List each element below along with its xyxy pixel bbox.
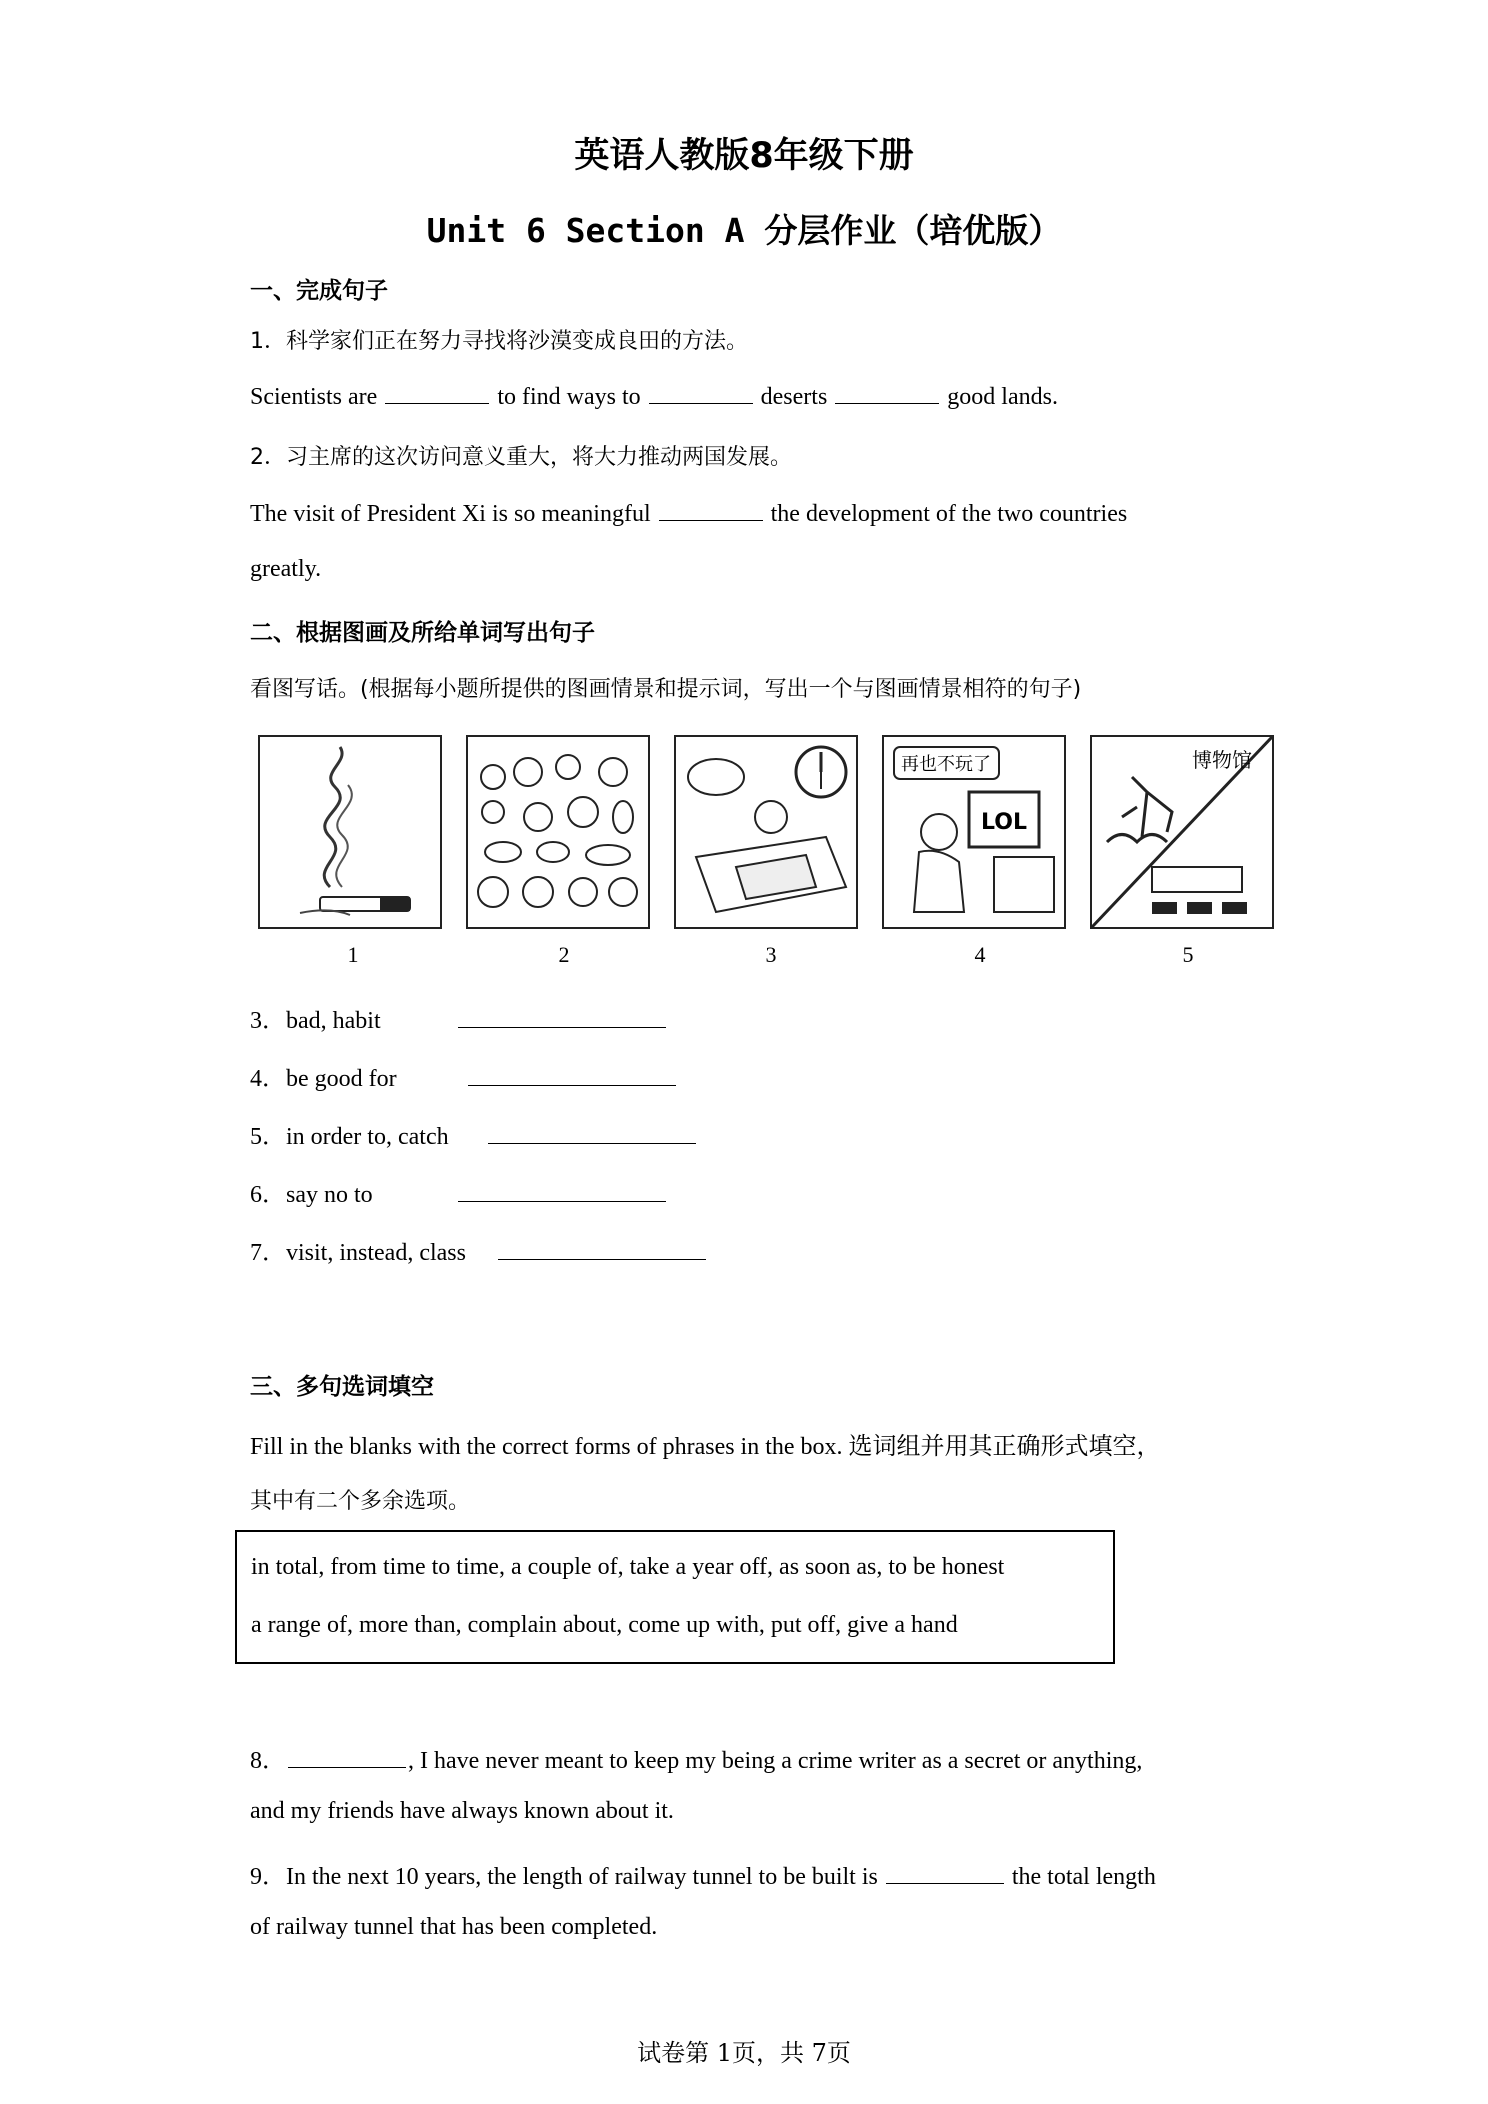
word-box (235, 1530, 1115, 1664)
q2-text-part: The visit of President Xi is so meaningful (250, 501, 651, 527)
q6-hint: 6．say no to (250, 1182, 373, 1208)
q4-row (250, 1058, 684, 1093)
word-box-line2: a range of, more than, complain about, come up with, put off, give a hand (251, 1612, 958, 1638)
q6-answer-blank[interactable] (458, 1179, 666, 1202)
q5-hint: 5．in order to, catch (250, 1124, 449, 1150)
picture-4-caption: 再也不玩了 (901, 754, 991, 775)
q6-row (250, 1174, 674, 1209)
q8-line-cont: and my friends have always known about it. (250, 1798, 674, 1824)
picture-5-caption: 博物馆 (1192, 748, 1252, 772)
q2-text-part: the development of the two countries (770, 501, 1128, 527)
q1-blank-2[interactable] (649, 381, 753, 404)
picture-3-number: 3 (765, 942, 777, 967)
q1-text-part: Scientists are (250, 384, 378, 410)
q3-answer-blank[interactable] (458, 1005, 666, 1028)
q3-row (250, 1000, 674, 1035)
q8-text: , I have never meant to keep my being a crime writer as a secret or anything, (408, 1748, 1143, 1774)
section3-heading: 三、多句选词填空 (250, 1374, 434, 1400)
page-subtitle: Unit 6 Section A 分层作业（培优版） (426, 211, 1062, 250)
q2-blank[interactable] (659, 498, 763, 521)
q9-blank[interactable] (886, 1861, 1004, 1884)
picture-5-number: 5 (1182, 942, 1194, 967)
picture-4 (882, 735, 1066, 929)
picture-2 (466, 735, 650, 929)
q8-number: 8． (250, 1748, 286, 1774)
section3-instruction-line2: 其中有二个多余选项。 (250, 1489, 471, 1514)
picture-3 (674, 735, 858, 929)
page-footer: 试卷第 1页，共 7页 (637, 2039, 851, 2067)
q2-english (250, 498, 1127, 528)
q9-line-cont: of railway tunnel that has been completed. (250, 1914, 658, 1940)
q1-text-part: to find ways to (497, 384, 641, 410)
q5-answer-blank[interactable] (488, 1121, 696, 1144)
q3-hint: 3．bad, habit (250, 1008, 381, 1034)
fruits-vegetables-icon (468, 737, 648, 927)
q4-hint: 4．be good for (250, 1066, 397, 1092)
q8-line (250, 1740, 1142, 1775)
q1-blank-3[interactable] (835, 381, 939, 404)
q2-chinese: 2．习主席的这次访问意义重大，将大力推动两国发展。 (250, 445, 792, 470)
boy-computer-icon (884, 737, 1064, 927)
section2-instruction: 看图写话。(根据每小题所提供的图画情景和提示词，写出一个与图画情景相符的句子) (250, 677, 1082, 702)
picture-1 (258, 735, 442, 929)
q2-english-cont: greatly. (250, 556, 322, 582)
picture-2-number: 2 (558, 942, 570, 967)
q7-answer-blank[interactable] (498, 1237, 706, 1260)
q9-text-2: the total length (1011, 1864, 1156, 1890)
q1-text-part: deserts (760, 384, 828, 410)
q9-line (250, 1856, 1156, 1891)
picture-4-number: 4 (974, 942, 986, 967)
picture-4-screen: LOL (981, 810, 1027, 835)
word-box-line1: in total, from time to time, a couple of, take a year off, as soon as, to be honest (251, 1554, 1005, 1580)
page-title: 英语人教版8年级下册 (574, 136, 914, 176)
q7-row (250, 1232, 714, 1267)
q9-text: 9．In the next 10 years, the length of railway tunnel to be built is (250, 1864, 878, 1890)
q1-english (250, 381, 1058, 411)
q1-blank-1[interactable] (385, 381, 489, 404)
boy-waking-up-icon (676, 737, 856, 927)
q7-hint: 7．visit, instead, class (250, 1240, 466, 1266)
section3-instruction-line1: Fill in the blanks with the correct forms of phrases in the box. 选词组并用其正确形式填空， (250, 1434, 1161, 1460)
section1-heading: 一、完成句子 (250, 278, 388, 304)
q4-answer-blank[interactable] (468, 1063, 676, 1086)
q8-blank[interactable] (288, 1745, 406, 1768)
picture-1-number: 1 (347, 942, 359, 967)
museum-classroom-icon (1092, 737, 1272, 927)
q1-chinese: 1．科学家们正在努力寻找将沙漠变成良田的方法。 (250, 329, 748, 354)
picture-5 (1090, 735, 1274, 929)
section2-heading: 二、根据图画及所给单词写出句子 (250, 620, 595, 646)
picture-strip (258, 735, 1288, 970)
q1-text-part: good lands. (947, 384, 1058, 410)
cigarette-smoke-icon (260, 737, 440, 927)
q5-row (250, 1116, 704, 1151)
